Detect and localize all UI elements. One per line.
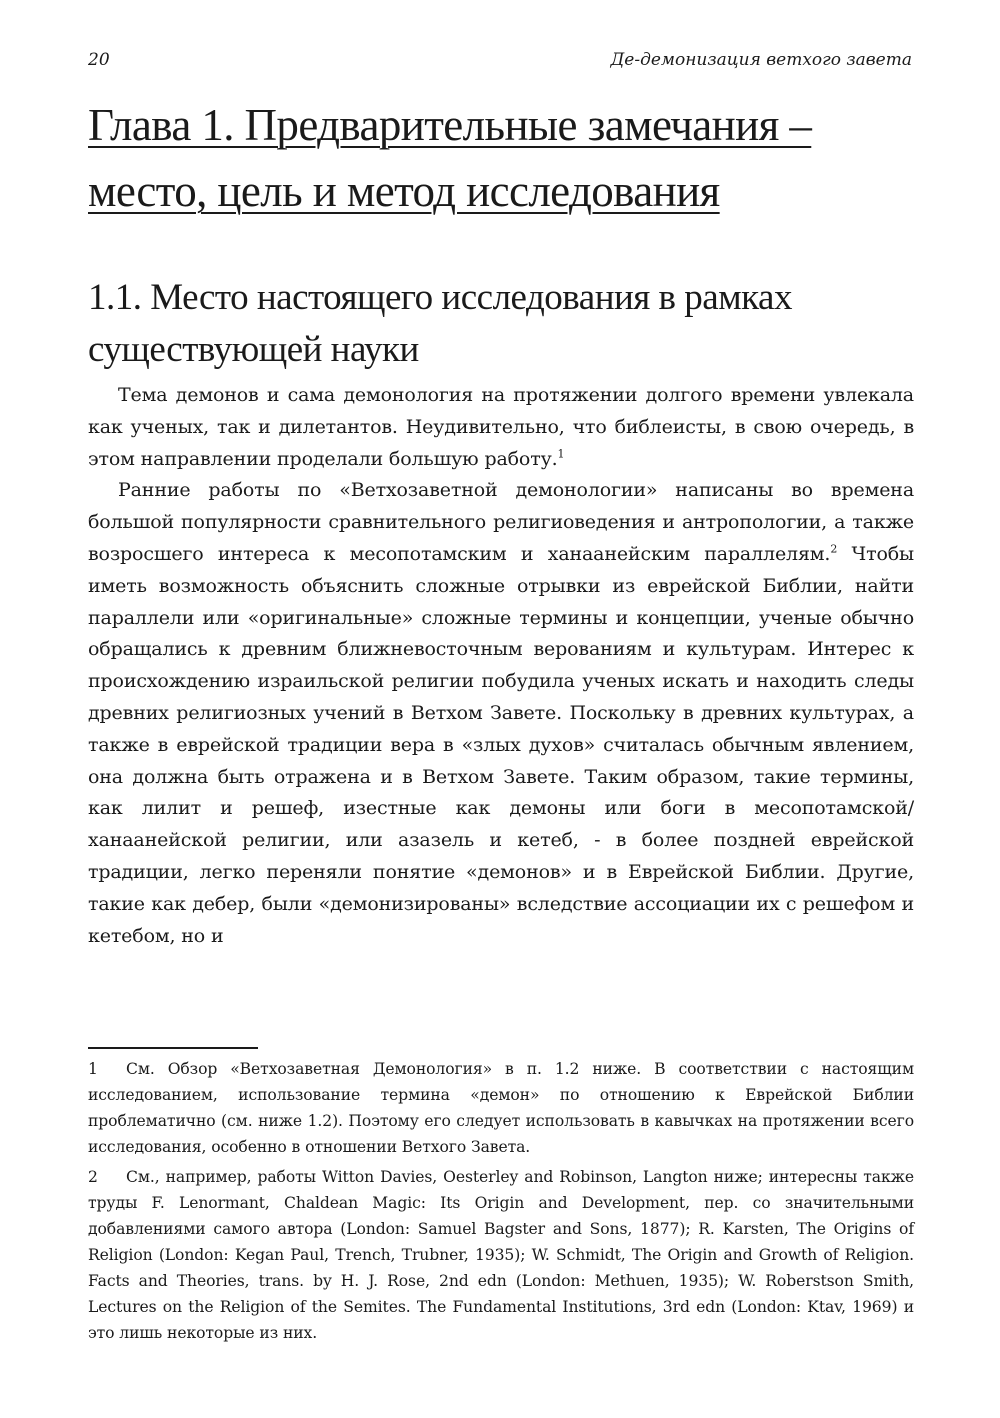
paragraph-2-text: Ранние работы по «Ветхозаветной демонологии» написаны во времена большой популярности сравнительного религиоведения и антропологии, а также возросшего интереса к месопотамским и ханаанейским параллелям.: [88, 479, 914, 565]
chapter-title: [88, 92, 912, 224]
footnote-1: [88, 1056, 914, 1160]
footnote-divider: [88, 1047, 258, 1049]
page-number: 20: [88, 50, 110, 70]
chapter-title-line-1: Глава 1. Предварительные замечания –: [88, 100, 812, 150]
section-title: [88, 272, 912, 376]
running-title: Де-демонизация ветхого завета: [610, 50, 912, 70]
footnote-2: [88, 1164, 914, 1346]
running-header: [88, 50, 912, 74]
footnote-1-number: 1: [88, 1060, 98, 1078]
footnote-2-number: 2: [88, 1168, 98, 1186]
footnotes: [88, 1056, 914, 1350]
paragraph-2-after: Чтобы иметь возможность объяснить сложные отрывки из еврейской Библии, найти параллели или «оригинальные» сложные термины и концепции, ученые обычно обращались к древним ближневосточным верованиям и культурам. Интерес к происхождению израильской религии побудила ученых искать и находить следы древних религиозных учений в Ветхом Завете. Поскольку в древних культурах, а также в еврейской традиции вера в «злых духов» считалась обычным явлением, она должна быть отражена и в Ветхом Завете. Таким образом, такие термины, как лилит и решеф, изестные как демоны или боги в месопотамской/ханаанейской религии, или азазель и кетеб, - в более поздней еврейской традиции, легко переняли понятие «демонов» и в Еврейской Библии. Другие, такие как дебер, были «демонизированы» вследствие ассоциации их с решефом и кетебом, но и: [88, 542, 914, 947]
paragraph-2: [88, 475, 914, 952]
footnote-1-text: См. Обзор «Ветхозаветная Демонология» в п. 1.2 ниже. В соответствии с настоящим исследованием, использование термина «демон» по отношению к Еврейской Библии проблематично (см. ниже 1.2). Поэтому его следует использовать в кавычках на протяжении всего исследования, особенно в отношении Ветхого Завета.: [88, 1060, 914, 1156]
paragraph-1-text: Тема демонов и сама демонология на протяжении долгого времени увлекала как ученых, так и дилетантов. Неудивительно, что библеисты, в свою очередь, в этом направлении проделали большую работу.: [88, 384, 914, 470]
footnote-ref-2[interactable]: 2: [830, 542, 838, 556]
chapter-title-line-2: место, цель и метод исследования: [88, 166, 720, 216]
body-text: [88, 380, 914, 952]
footnote-ref-1[interactable]: 1: [557, 447, 565, 461]
section-title-line-2: существующей науки: [88, 329, 419, 370]
paragraph-1: [88, 380, 914, 475]
section-title-line-1: 1.1. Место настоящего исследования в рамках: [88, 277, 792, 318]
footnote-2-text: См., например, работы Witton Davies, Oesterley and Robinson, Langton ниже; интересны также труды F. Lenormant, Chaldean Magic: Its Origin and Development, пер. со значительными добавлениями самого автора (London: Samuel Bagster and Sons, 1877); R. Karsten, The Origins of Religion (London: Kegan Paul, Trench, Trubner, 1935); W. Schmidt, The Origin and Growth of Religion. Facts and Theories, trans. by H. J. Rose, 2nd edn (London: Methuen, 1935); W. Roberstson Smith, Lectures on the Religion of the Semites. The Fundamental Institutions, 3rd edn (London: Ktav, 1969) и это лишь некоторые из них.: [88, 1168, 914, 1342]
